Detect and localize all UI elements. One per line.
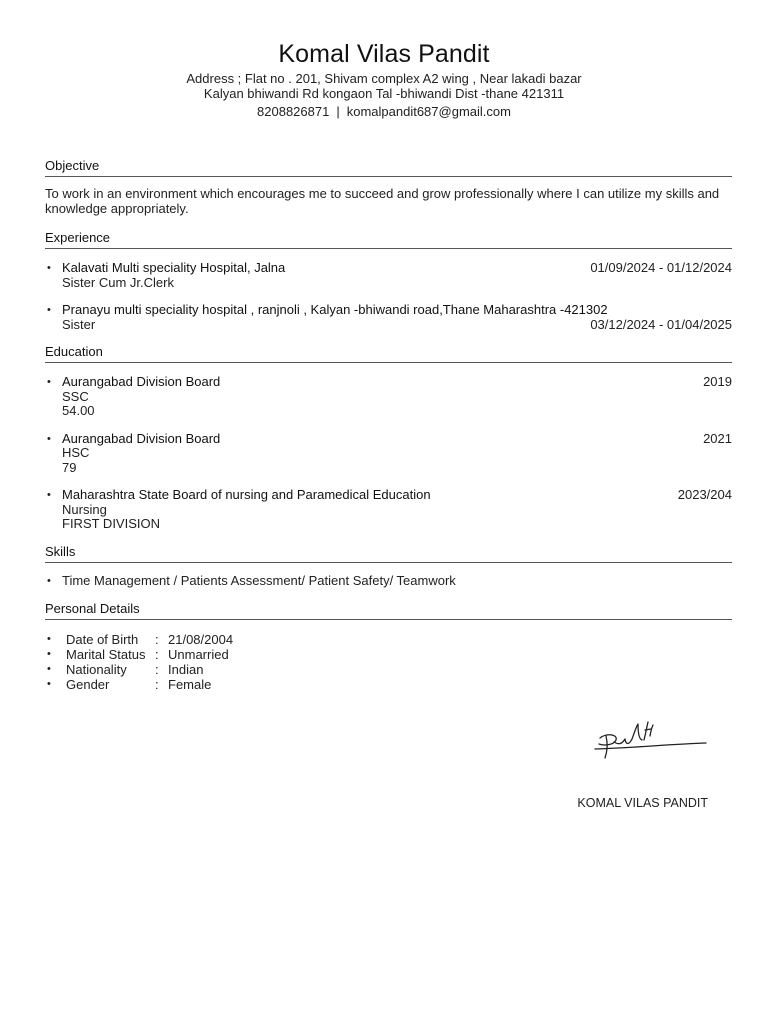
personal-colon: : [155,662,159,677]
skill-text: Time Management / Patients Assessment/ Patient Safety/ Teamwork [62,573,456,588]
personal-row-gender [45,677,732,692]
address-line-1: Address ; Flat no . 201, Shivam complex A2 wing , Near lakadi bazar [186,71,582,86]
personal-value: 21/08/2004 [168,632,234,647]
objective-text: To work in an environment which encourages me to succeed and grow professionally where I can utilize my skills and knowledge appropriately. [45,186,720,216]
bullet: • [47,575,51,587]
resume-header [0,40,768,119]
section-title-experience: Experience [45,230,732,249]
experience-section [45,230,732,332]
personal-colon: : [155,632,159,647]
bullet: • [47,489,51,501]
education-course: Nursing [62,501,107,517]
education-list [45,375,732,532]
personal-value: Indian [168,662,204,677]
address-line-2: Kalyan bhiwandi Rd kongaon Tal -bhiwandi Dist -thane 421311 [203,86,565,101]
experience-dates: 03/12/2024 - 01/04/2025 [590,316,732,332]
bullet: • [47,262,51,274]
personal-colon: : [155,647,159,662]
email-address: komalpandit687@gmail.com [346,104,511,119]
education-section [45,344,732,532]
personal-label: Date of Birth [66,632,139,647]
personal-details-table [45,632,732,692]
bullet: • [47,304,51,316]
skills-list [45,574,732,589]
personal-value: Female [168,677,212,692]
experience-item [45,261,732,290]
personal-row-marital [45,647,732,662]
education-year: 2021 [703,430,732,446]
education-item [45,432,732,476]
section-title-objective: Objective [45,158,732,177]
experience-list [45,261,732,332]
bullet: • [47,432,51,445]
education-item [45,375,732,419]
education-result: 79 [62,459,77,475]
education-year: 2023/204 [677,487,732,502]
education-item [45,488,732,532]
section-title-skills: Skills [45,544,732,563]
education-board: Aurangabad Division Board [62,430,221,446]
objective-section [45,158,732,216]
experience-org: Pranayu multi speciality hospital , ranjnoli , Kalyan -bhiwandi road,Thane Maharashtra -421302 [62,302,608,317]
section-title-education: Education [45,344,732,363]
bullet: • [47,663,51,675]
contact-separator: | [336,104,340,119]
bullet: • [47,633,51,645]
bullet: • [47,678,51,690]
bullet: • [47,376,51,388]
personal-row-dob [45,632,732,647]
contact-line [0,104,768,119]
personal-label: Marital Status [66,647,146,662]
personal-label: Nationality [66,662,127,677]
education-board: Maharashtra State Board of nursing and Paramedical Education [62,487,431,502]
personal-value: Unmarried [168,647,229,662]
education-year: 2019 [703,374,732,389]
phone-number: 8208826871 [257,104,330,119]
experience-role: Sister [62,316,96,332]
personal-row-nationality [45,662,732,677]
signature-image [592,718,710,778]
education-course: SSC [62,388,89,404]
bullet: • [47,648,51,660]
education-course: HSC [62,445,90,460]
education-board: Aurangabad Division Board [62,374,221,389]
experience-item [45,303,732,332]
personal-details-section [45,601,732,692]
experience-dates: 01/09/2024 - 01/12/2024 [590,260,732,275]
section-title-personal: Personal Details [45,601,732,620]
experience-role: Sister Cum Jr.Clerk [62,274,174,290]
personal-label: Gender [66,677,110,692]
candidate-name: Komal Vilas Pandit [278,40,490,68]
signature-name: KOMAL VILAS PANDIT [577,796,708,810]
experience-org: Kalavati Multi speciality Hospital, Jalna [62,260,286,275]
education-result: FIRST DIVISION [62,516,160,531]
skills-section [45,544,732,589]
education-result: 54.00 [62,403,95,418]
personal-colon: : [155,677,159,692]
skill-item [45,574,732,589]
